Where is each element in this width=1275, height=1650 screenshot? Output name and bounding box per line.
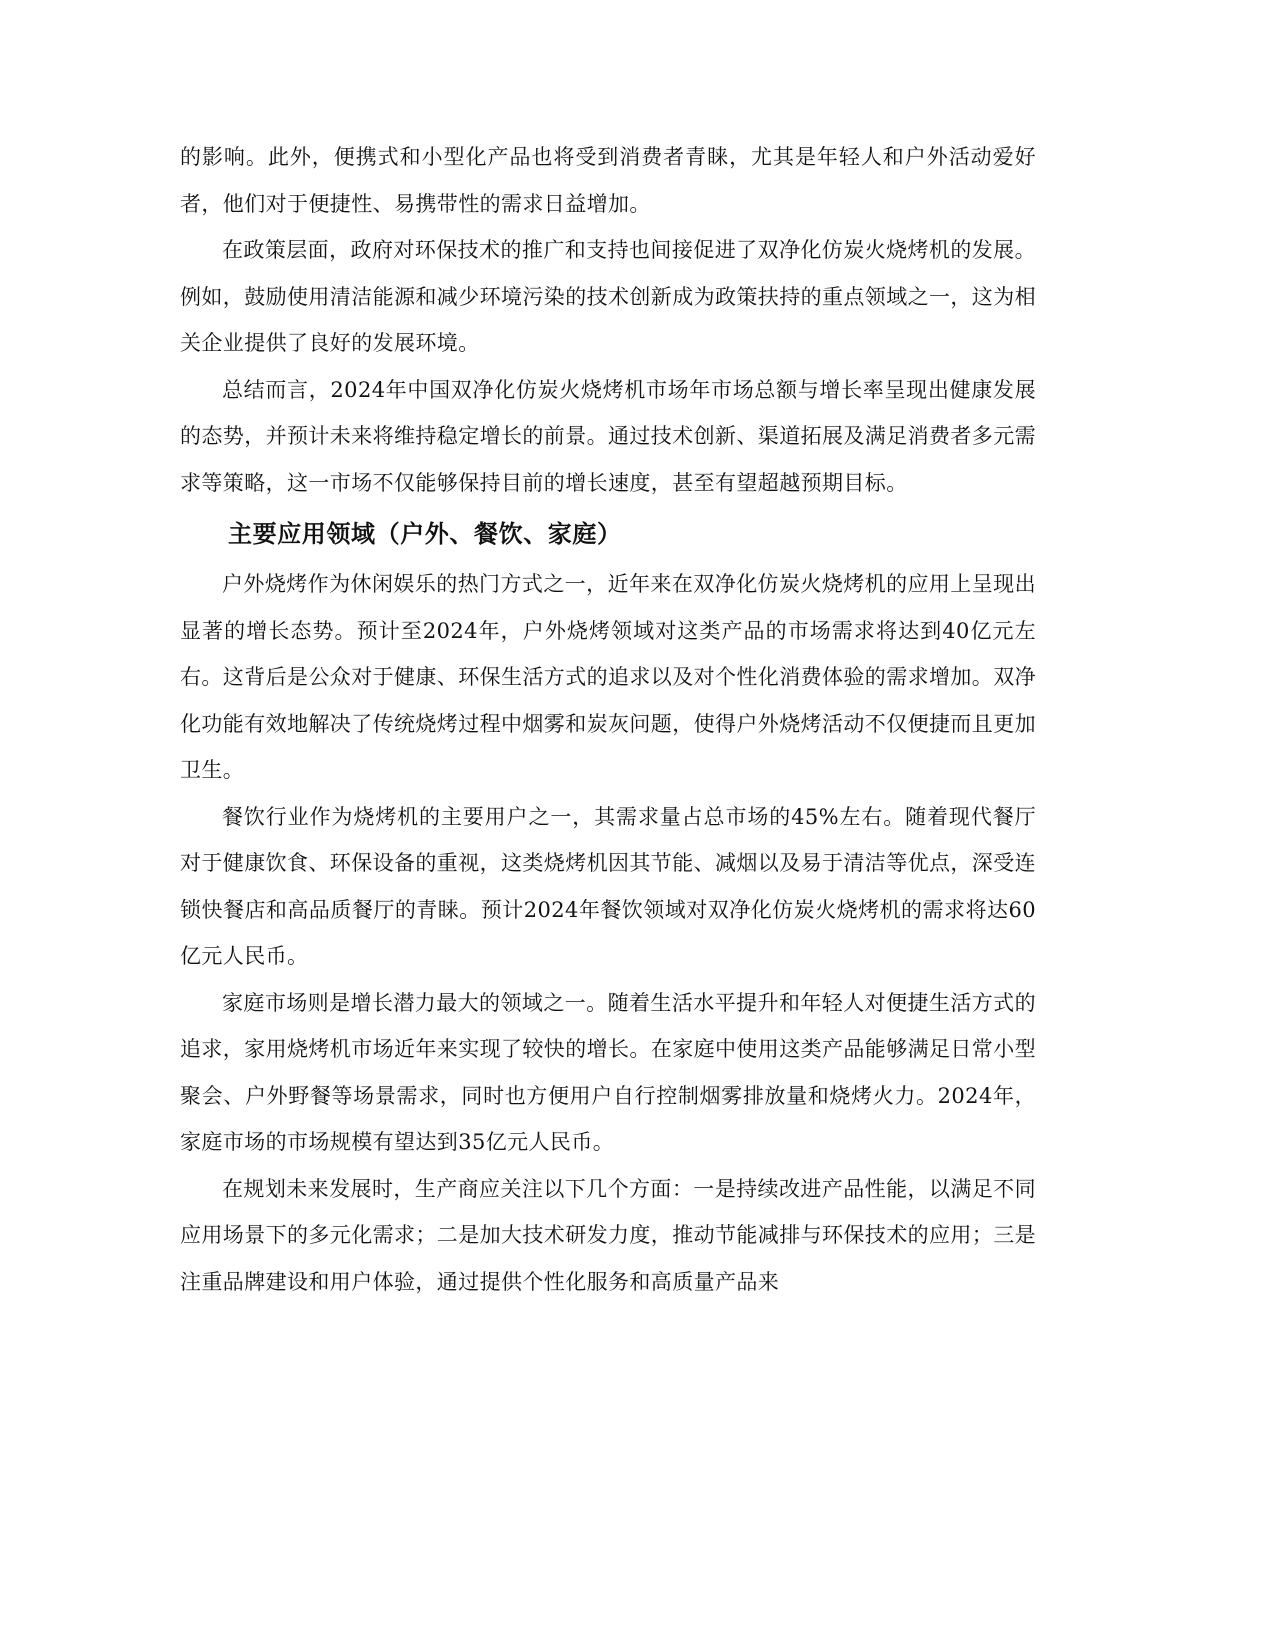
paragraph-policy: 在政策层面，政府对环保技术的推广和支持也间接促进了双净化仿炭火烧烤机的发展。例如，鼓励使用清洁能源和减少环境污染的技术创新成为政策扶持的重点领域之一，这为相关企业提供了良好的发展环境。 xyxy=(180,238,1036,355)
paragraph-planning: 在规划未来发展时，生产商应关注以下几个方面：一是持续改进产品性能，以满足不同应用场景下的多元化需求；二是加大技术研发力度，推动节能减排与环保技术的应用；三是注重品牌建设和用户体验，通过提供个性化服务和高质量产品来 xyxy=(180,1176,1036,1294)
document-page xyxy=(180,134,1036,1305)
paragraph-catering: 餐饮行业作为烧烤机的主要用户之一，其需求量占总市场的45%左右。随着现代餐厅对于健康饮食、环保设备的重视，这类烧烤机因其节能、减烟以及易于清洁等优点，深受连锁快餐店和高品质餐厅的青睐。预计2024年餐饮领域对双净化仿炭火烧烤机的需求将达60亿元人民币。 xyxy=(180,804,1036,968)
paragraph-summary: 总结而言，2024年中国双净化仿炭火烧烤机市场年市场总额与增长率呈现出健康发展的态势，并预计未来将维持稳定增长的前景。通过技术创新、渠道拓展及满足消费者多元需求等策略，这一市场不仅能够保持目前的增长速度，甚至有望超越预期目标。 xyxy=(180,377,1036,495)
paragraph-household: 家庭市场则是增长潜力最大的领域之一。随着生活水平提升和年轻人对便捷生活方式的追求，家用烧烤机市场近年来实现了较快的增长。在家庭中使用这类产品能够满足日常小型聚会、户外野餐等场景需求，同时也方便用户自行控制烟雾排放量和烧烤火力。2024年，家庭市场的市场规模有望达到35亿元人民币。 xyxy=(180,990,1036,1154)
paragraph-continuation: 的影响。此外，便携式和小型化产品也将受到消费者青睐，尤其是年轻人和户外活动爱好者，他们对于便捷性、易携带性的需求日益增加。 xyxy=(180,145,1036,216)
paragraph-outdoor: 户外烧烤作为休闲娱乐的热门方式之一，近年来在双净化仿炭火烧烤机的应用上呈现出显著的增长态势。预计至2024年，户外烧烤领域对这类产品的市场需求将达到40亿元左右。这背后是公众对于健康、环保生活方式的追求以及对个性化消费体验的需求增加。双净化功能有效地解决了传统烧烤过程中烟雾和炭灰问题，使得户外烧烤活动不仅便捷而且更加卫生。 xyxy=(180,572,1036,782)
section-heading: 主要应用领域（户外、餐饮、家庭） xyxy=(228,520,622,548)
